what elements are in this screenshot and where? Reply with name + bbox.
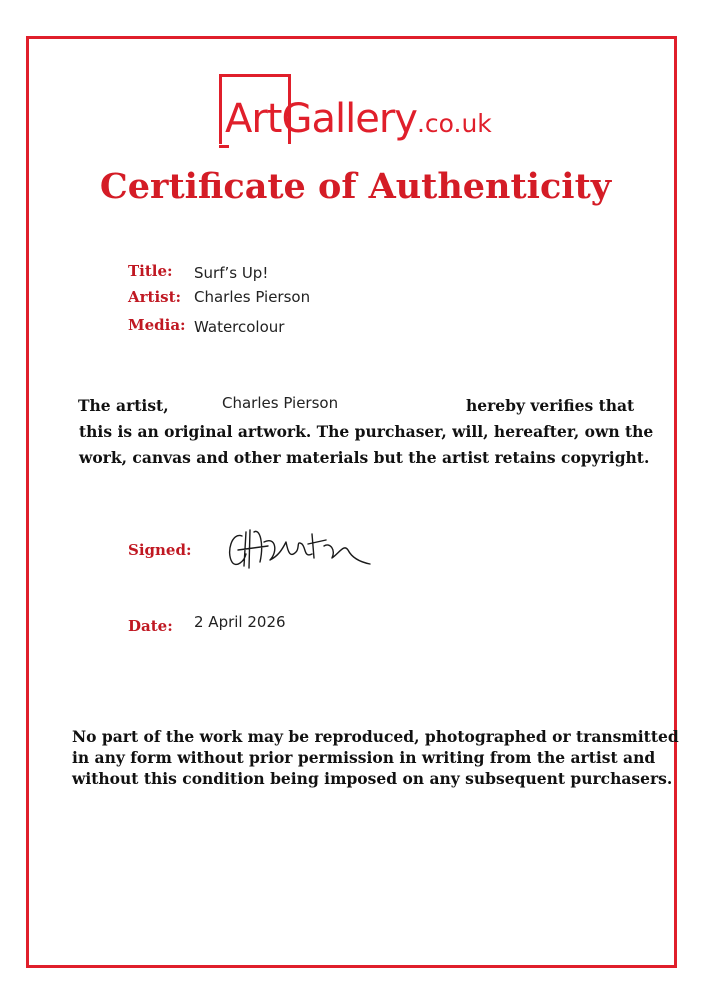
- copyright-notice: [72, 726, 679, 789]
- signed-label: Signed:: [128, 541, 192, 559]
- media-value: Watercolour: [194, 318, 285, 336]
- artist-value: Charles Pierson: [194, 288, 311, 306]
- verification-suffix: hereby verifies that: [466, 396, 635, 415]
- notice-line-2: in any form without prior permission in writing from the artist and: [72, 748, 656, 767]
- notice-line-1: No part of the work may be reproduced, photographed or transmitted: [72, 727, 679, 746]
- date-value: 2 April 2026: [194, 613, 286, 631]
- handwritten-signature: [224, 522, 376, 570]
- artgallery-logo: [215, 72, 515, 152]
- verification-line-2: this is an original artwork. The purchaser, will, hereafter, own the: [79, 422, 654, 441]
- title-label: Title:: [128, 262, 173, 280]
- title-value: Surf’s Up!: [194, 264, 269, 282]
- verification-prefix: The artist,: [78, 396, 169, 415]
- certificate-title: Certificate of Authenticity: [99, 166, 612, 207]
- verification-artist-name: Charles Pierson: [222, 394, 339, 412]
- logo-wordmark: [225, 96, 492, 142]
- notice-line-3: without this condition being imposed on any subsequent purchasers.: [72, 769, 673, 788]
- logo-domain: .co.uk: [416, 109, 492, 138]
- media-label: Media:: [128, 316, 186, 334]
- logo-brand: ArtGallery: [225, 96, 417, 142]
- date-label: Date:: [128, 617, 173, 635]
- artist-label: Artist:: [128, 288, 182, 306]
- verification-line-3: work, canvas and other materials but the artist retains copyright.: [79, 448, 650, 467]
